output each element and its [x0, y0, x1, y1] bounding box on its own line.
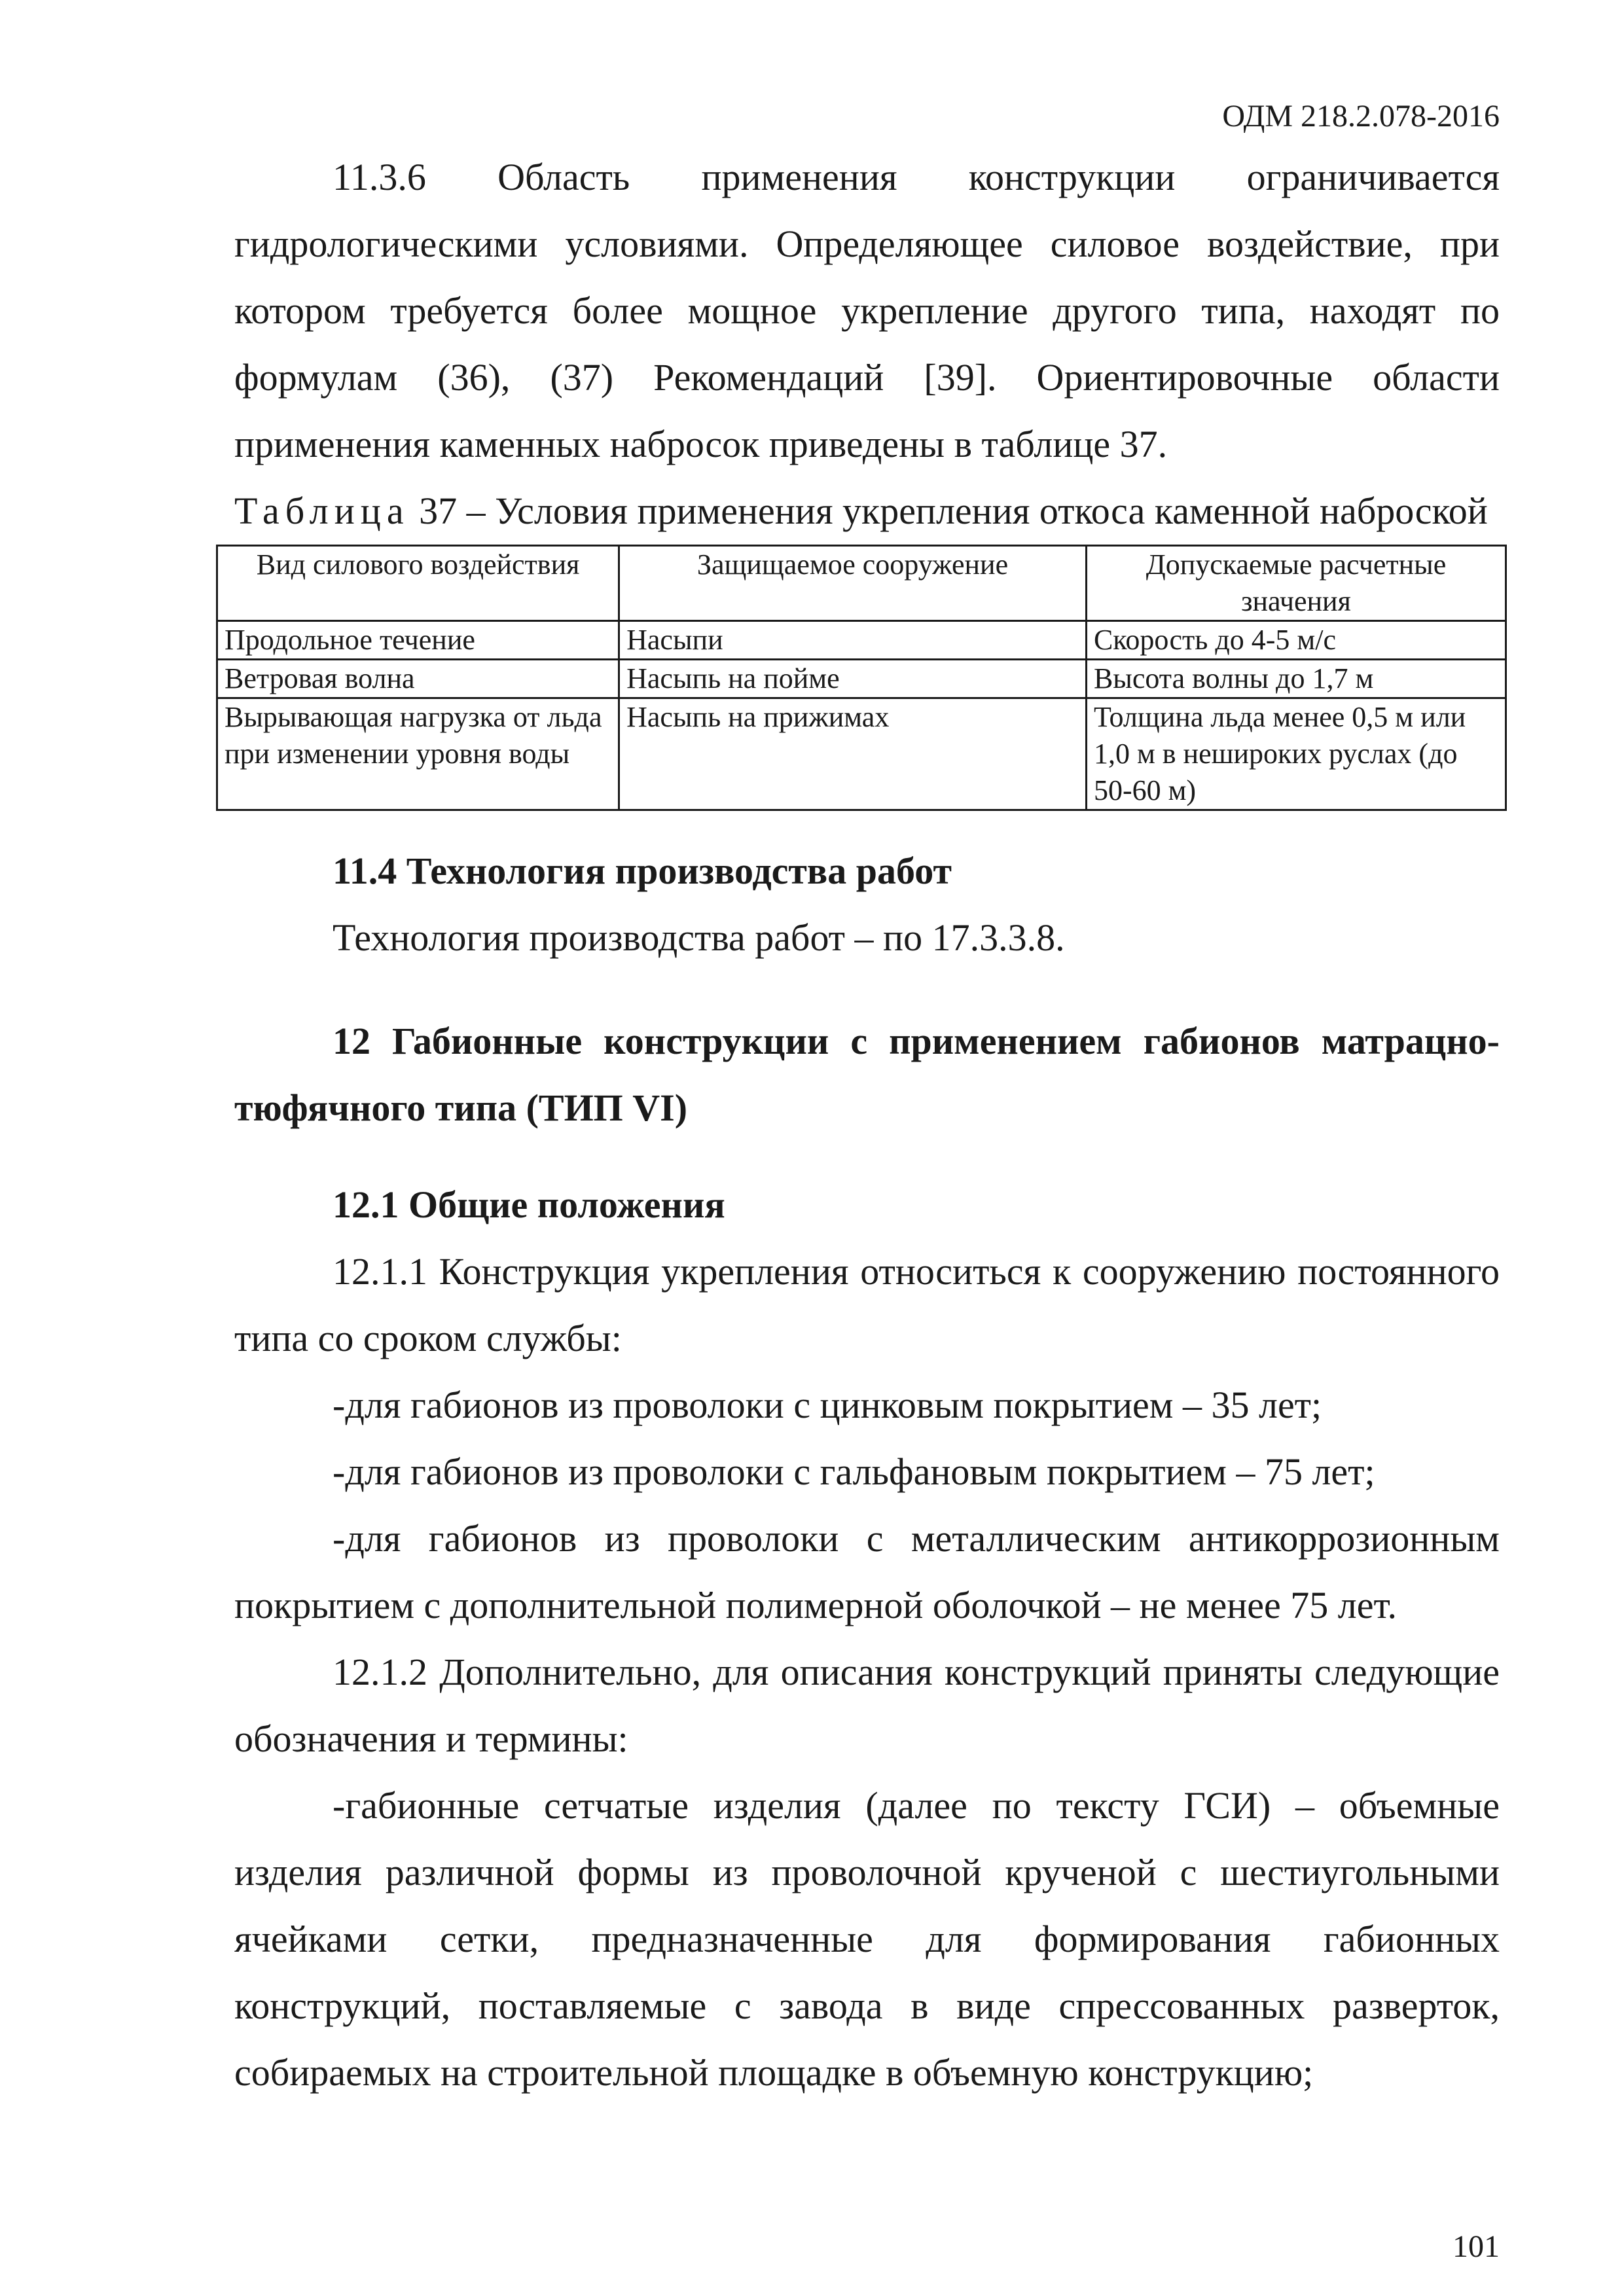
table-column-header: Вид силового воздействия — [217, 546, 619, 621]
paragraph-11-3-6: 11.3.6 Область применения конструкции ограничивается гидрологическими условиями. Определяющее силовое воздействие, при котором требуется более мощное укрепление другого типа, находят по формулам (36), (37) Рекомендаций [39]. Ориентировочные области применения каменных набросок приведены в таблице 37. — [234, 156, 1500, 465]
table-header-row — [217, 546, 1506, 621]
paragraph-12-1-2: 12.1.2 Дополнительно, для описания конструкций приняты следующие обозначения и термины: — [234, 1651, 1500, 1760]
table-cell: Насыпь на прижимах — [619, 698, 1087, 810]
table-row — [217, 660, 1506, 698]
term-definition: -габионные сетчатые изделия (далее по тексту ГСИ) – объемные изделия различной формы из проволочной крученой с шестиугольными ячейками сетки, предназначенные для формирования габионных конструкций, поставляемые с завода в виде спрессованных разверток, собираемых на строительной площадке в объемную конструкцию; — [234, 1784, 1500, 2094]
document-code: ОДМ 218.2.078-2016 — [1222, 99, 1500, 134]
paragraph-11-4: Технология производства работ – по 17.3.3.8. — [333, 916, 1065, 959]
table-row — [217, 698, 1506, 810]
table-caption-text: 37 – Условия применения укрепления откоса каменной наброской — [409, 490, 1488, 532]
table-cell: Высота волны до 1,7 м — [1086, 660, 1506, 698]
table-cell: Продольное течение — [217, 621, 619, 660]
table-caption-label: Таблица — [234, 490, 410, 532]
paragraph-12-1-1: 12.1.1 Конструкция укрепления относиться к сооружению постоянного типа со сроком службы: — [234, 1250, 1500, 1359]
list-item: -для габионов из проволоки с металлическим антикоррозионным покрытием с дополнительной полимерной оболочкой – не менее 75 лет. — [234, 1517, 1500, 1626]
table-cell: Насыпь на пойме — [619, 660, 1087, 698]
section-heading-12-1: 12.1 Общие положения — [333, 1183, 725, 1226]
section-heading-11-4: 11.4 Технология производства работ — [333, 850, 952, 892]
table-row — [217, 621, 1506, 660]
table-cell: Скорость до 4-5 м/с — [1086, 621, 1506, 660]
list-item: -для габионов из проволоки с цинковым покрытием – 35 лет; — [333, 1384, 1322, 1426]
table-cell: Толщина льда менее 0,5 м или 1,0 м в неширoких руслах (до 50-60 м) — [1086, 698, 1506, 810]
section-heading-12: 12 Габионные конструкции с применением габионов матрацно-тюфячного типа (ТИП VI) — [234, 1020, 1500, 1129]
table-column-header: Допускаемые расчетные значения — [1086, 546, 1506, 621]
table-37-caption — [234, 478, 1500, 545]
section-12-1 — [234, 1172, 1500, 2106]
page-number: 101 — [1453, 2229, 1500, 2264]
section-11-3-6 — [234, 144, 1500, 478]
section-11-4 — [234, 838, 1500, 971]
list-item: -для габионов из проволоки с гальфановым покрытием – 75 лет; — [333, 1450, 1375, 1493]
section-12 — [234, 1008, 1500, 1141]
table-cell: Насыпи — [619, 621, 1087, 660]
table-cell: Вырывающая нагрузка от льда при изменении уровня воды — [217, 698, 619, 810]
table-column-header: Защищаемое сооружение — [619, 546, 1087, 621]
table-cell: Ветровая волна — [217, 660, 619, 698]
table-37 — [216, 545, 1507, 811]
